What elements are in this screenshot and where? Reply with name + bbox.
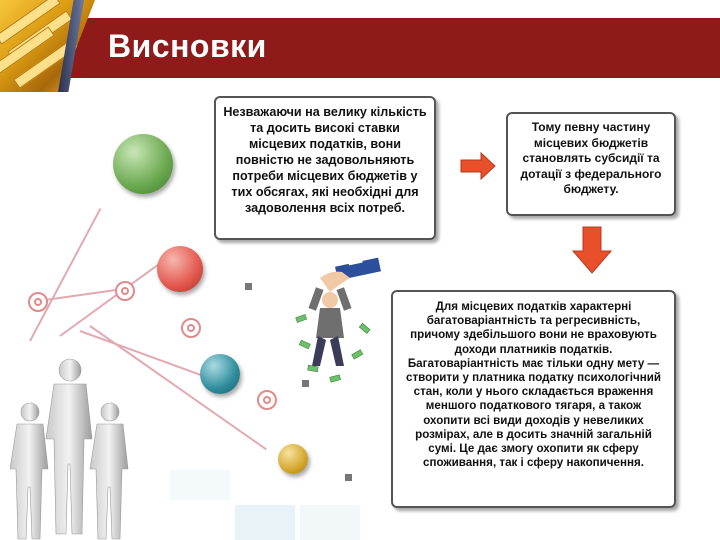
ring-marker bbox=[115, 281, 135, 301]
red-ball bbox=[157, 246, 203, 292]
connector-line bbox=[29, 208, 101, 341]
text-box-taxes-insufficient bbox=[214, 96, 436, 240]
box2-text: Тому певну частину місцевих бюджетів становлять субсидії та дотації з федерального бюджету. bbox=[520, 120, 662, 196]
decor-square bbox=[170, 470, 230, 500]
ring-marker bbox=[181, 318, 201, 338]
decor-square bbox=[235, 505, 295, 540]
connector-line bbox=[59, 262, 161, 337]
square-marker bbox=[345, 474, 352, 481]
text-box-subsidies bbox=[506, 112, 676, 216]
decor-square bbox=[300, 505, 360, 540]
ring-marker bbox=[257, 390, 277, 410]
text-box-local-tax-features bbox=[391, 290, 676, 508]
arrow-down-icon bbox=[572, 226, 612, 274]
teal-ball bbox=[200, 354, 240, 394]
square-marker bbox=[245, 283, 252, 290]
arrow-right-icon bbox=[460, 152, 496, 180]
businessman-money-illustration bbox=[290, 256, 402, 396]
yellow-ball bbox=[278, 444, 308, 474]
box3-text: Для місцевих податків характерні багатоваріантність та регресивність, причому здебільшого вони не враховують доходи платників податків. Багатоваріантність має тільки одну мету — створити у платника податку психологічний стан, коли у нього складається враження меншого податкового тягаря, а також охопити всі види доходів у невеликих розмірах, але в досить значній загальній сумі. Це дає змогу охопити як сферу споживання, так і сферу накопичення. bbox=[406, 300, 661, 470]
green-ball bbox=[113, 134, 173, 194]
people-silhouettes-icon bbox=[10, 350, 140, 540]
slide-title: Висновки bbox=[108, 28, 267, 64]
ring-marker bbox=[28, 292, 48, 312]
box1-text: Незважаючи на велику кількість та досить високі ставки місцевих податків, вони повністю не задовольняють потреби місцевих бюджетів у тих обсягах, які необхідні для задоволення всіх потреб. bbox=[223, 105, 427, 215]
